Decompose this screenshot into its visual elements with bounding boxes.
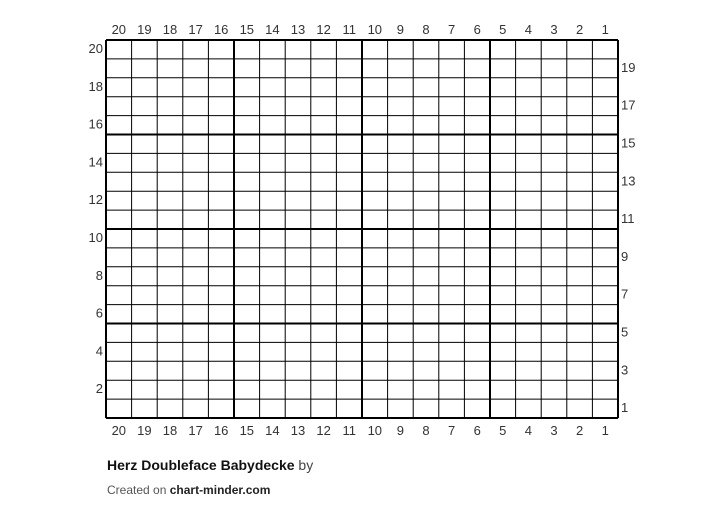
column-label: 15	[239, 423, 255, 438]
row-label-left: 2	[95, 381, 103, 397]
column-label: 10	[367, 423, 383, 438]
column-label: 2	[575, 423, 584, 438]
column-label: 17	[188, 22, 203, 37]
column-label: 15	[239, 22, 255, 37]
column-label: 19	[137, 423, 152, 438]
row-label-right: 7	[621, 286, 629, 302]
column-label: 4	[524, 423, 533, 438]
row-label-right: 3	[621, 362, 629, 378]
site-link[interactable]: chart-minder.com	[169, 483, 271, 497]
row-label-left: 6	[95, 305, 103, 321]
column-label: 2	[575, 22, 584, 37]
column-label: 11	[342, 22, 356, 37]
column-label: 16	[213, 423, 229, 438]
column-label: 6	[473, 423, 481, 438]
top-column-labels	[112, 22, 609, 37]
column-label: 12	[316, 423, 331, 438]
column-label: 1	[601, 22, 609, 37]
pattern-name: Herz Doubleface Babydecke	[107, 457, 295, 473]
row-label-right: 1	[621, 400, 629, 416]
row-label-left: 4	[95, 343, 103, 359]
column-label: 7	[447, 22, 456, 37]
column-label: 13	[290, 423, 306, 438]
column-label: 20	[111, 423, 127, 438]
row-label-right: 5	[621, 324, 629, 340]
bottom-column-labels	[112, 423, 609, 438]
column-label: 8	[422, 22, 430, 37]
column-label: 12	[316, 22, 331, 37]
column-label: 19	[137, 22, 152, 37]
row-label-left: 16	[88, 116, 103, 132]
column-label: 6	[473, 22, 481, 37]
column-label: 1	[601, 423, 609, 438]
chart-grid	[106, 40, 618, 418]
row-label-left: 18	[88, 78, 103, 94]
column-label: 8	[422, 423, 430, 438]
right-row-labels	[621, 60, 635, 415]
row-label-right: 13	[621, 173, 636, 189]
column-label: 17	[188, 423, 203, 438]
column-label: 4	[524, 22, 533, 37]
column-label: 18	[162, 423, 178, 438]
column-label: 14	[265, 423, 280, 438]
row-label-right: 11	[621, 211, 635, 227]
author-by-label: by	[298, 457, 314, 473]
row-label-left: 8	[95, 267, 103, 283]
row-label-right: 9	[621, 248, 629, 264]
column-label: 5	[499, 22, 507, 37]
row-label-right: 15	[621, 135, 636, 151]
row-label-left: 14	[88, 154, 103, 170]
column-label: 9	[396, 22, 405, 37]
row-label-left: 12	[88, 192, 103, 208]
column-label: 13	[290, 22, 306, 37]
left-row-labels	[89, 41, 103, 396]
created-on-credit	[107, 483, 270, 497]
created-on-label: Created on	[107, 483, 167, 497]
column-label: 3	[550, 423, 558, 438]
chart-title	[107, 457, 313, 473]
column-label: 3	[550, 22, 558, 37]
row-label-left: 20	[88, 41, 103, 56]
column-label: 14	[265, 22, 280, 37]
column-label: 20	[111, 22, 127, 37]
column-label: 5	[499, 423, 507, 438]
row-label-left: 10	[88, 230, 103, 245]
column-label: 16	[213, 22, 229, 37]
row-label-right: 19	[621, 59, 636, 75]
column-label: 11	[342, 423, 356, 438]
row-label-right: 17	[621, 97, 636, 113]
column-label: 7	[447, 423, 456, 438]
column-label: 9	[396, 423, 405, 438]
column-label: 10	[367, 22, 383, 37]
column-label: 18	[162, 22, 178, 37]
